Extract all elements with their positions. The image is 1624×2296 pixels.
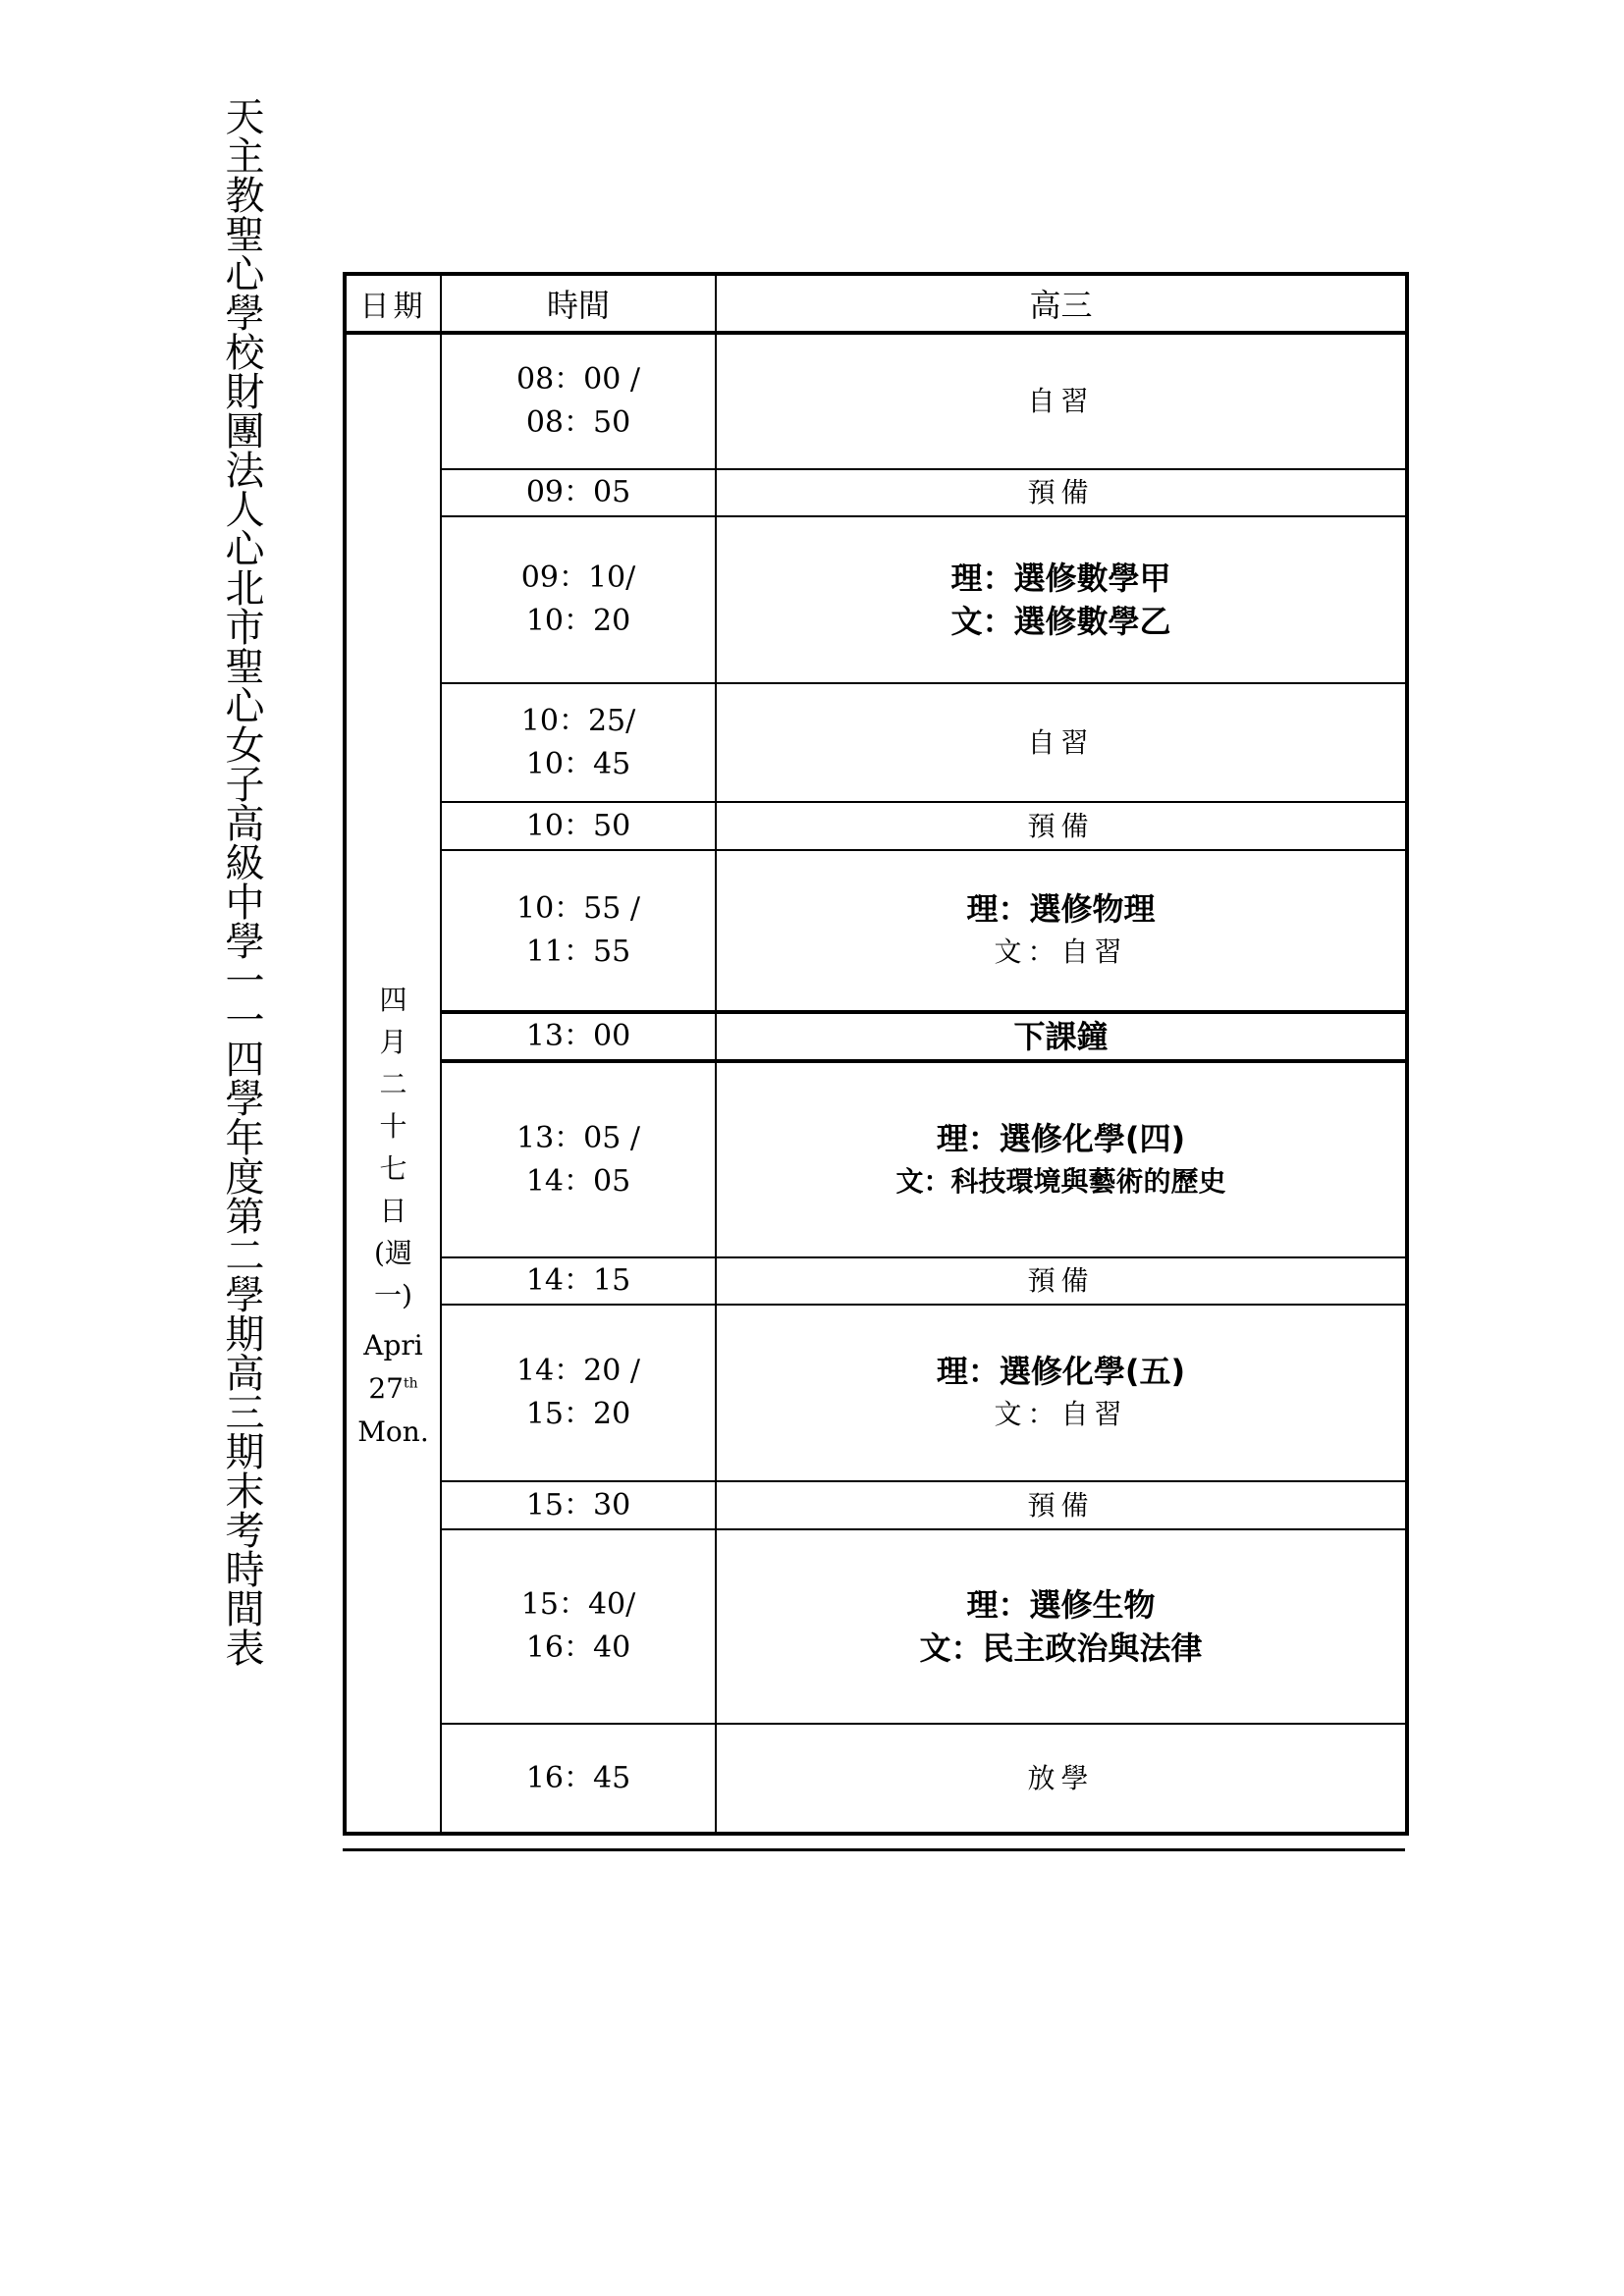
- time-start: 13：05 /: [516, 1120, 640, 1155]
- subject-cell: [716, 683, 1407, 802]
- time-start: 10：55 /: [516, 891, 640, 926]
- header-grade: 高三: [716, 274, 1407, 333]
- subject-cell: [716, 802, 1407, 850]
- table-row: [345, 1305, 1407, 1481]
- document-title: 天主教聖心學校財團法人心北市聖心女子高級中學一一四學年度第二學期高三期末考時間表: [219, 96, 264, 1667]
- subject-cell: [716, 333, 1407, 469]
- date-zh-line: 四: [379, 983, 407, 1016]
- subject-text: 下課鐘: [1013, 1018, 1109, 1055]
- subject-text: 自習: [1027, 385, 1095, 417]
- subject-arts: 文：自習: [994, 1398, 1128, 1430]
- subject-cell: [716, 469, 1407, 516]
- time-start: 09：10/: [520, 561, 636, 595]
- date-en-weekday: Mon.: [357, 1415, 429, 1448]
- table-row: [345, 1724, 1407, 1834]
- table-bottom-rule: [343, 1848, 1405, 1851]
- date-en-month: Apri: [363, 1328, 423, 1362]
- time-cell: [441, 1061, 716, 1257]
- time-end: 10：20: [525, 604, 631, 638]
- subject-arts: 文：科技環境與藝術的歷史: [895, 1164, 1226, 1198]
- subject-cell: [716, 1305, 1407, 1481]
- time-start: 16：45: [525, 1760, 631, 1795]
- subject-text: 預備: [1027, 1264, 1095, 1297]
- header-time: 時間: [441, 274, 716, 333]
- time-cell: [441, 850, 716, 1012]
- subject-science: 理：選修物理: [966, 890, 1156, 928]
- table-row: [345, 1257, 1407, 1305]
- time-cell: [441, 469, 716, 516]
- subject-cell: [716, 1061, 1407, 1257]
- subject-cell: [716, 1529, 1407, 1724]
- subject-text: 預備: [1027, 809, 1095, 842]
- date-zh-line: 七: [379, 1151, 407, 1185]
- table-row: [345, 1061, 1407, 1257]
- subject-arts: 文：民主政治與法律: [919, 1629, 1203, 1667]
- subject-arts: 文：選修數學乙: [950, 603, 1171, 640]
- time-start: 10：25/: [520, 703, 636, 738]
- subject-science: 理：選修數學甲: [950, 560, 1171, 597]
- subject-text: 放學: [1027, 1761, 1095, 1794]
- time-cell: [441, 1012, 716, 1061]
- date-zh-line: 十: [379, 1109, 407, 1143]
- date-en-day-suffix: th: [403, 1375, 418, 1392]
- time-start: 08：00 /: [516, 362, 640, 397]
- time-cell: [441, 516, 716, 683]
- date-zh-line: 日: [379, 1194, 407, 1227]
- date-zh-line: (週: [374, 1236, 412, 1269]
- header-date: 日期: [345, 274, 441, 333]
- table-row: [345, 1529, 1407, 1724]
- subject-cell: [716, 1012, 1407, 1061]
- time-cell: [441, 333, 716, 469]
- time-end: 08：50: [525, 405, 631, 440]
- subject-cell: [716, 516, 1407, 683]
- date-cell: [345, 333, 441, 1834]
- time-cell: [441, 1481, 716, 1529]
- table-row: [345, 1481, 1407, 1529]
- time-cell: [441, 1724, 716, 1834]
- table-row: [345, 802, 1407, 850]
- table-row: [345, 469, 1407, 516]
- time-end: 16：40: [525, 1630, 631, 1665]
- subject-cell: [716, 850, 1407, 1012]
- date-en-day: [347, 1367, 440, 1411]
- time-end: 14：05: [525, 1163, 631, 1199]
- date-zh-line: 月: [379, 1025, 407, 1058]
- time-start: 15：30: [525, 1487, 631, 1522]
- time-start: 09：05: [525, 475, 631, 509]
- time-cell: [441, 683, 716, 802]
- time-cell: [441, 1529, 716, 1724]
- table-row: [345, 683, 1407, 802]
- date-zh-line: 一): [374, 1278, 412, 1311]
- time-end: 11：55: [525, 934, 631, 969]
- subject-cell: [716, 1724, 1407, 1834]
- table-row: [345, 850, 1407, 1012]
- subject-science: 理：選修生物: [966, 1586, 1156, 1624]
- subject-text: 自習: [1027, 725, 1095, 759]
- header-row: [345, 274, 1407, 333]
- subject-science: 理：選修化學(五): [936, 1353, 1186, 1390]
- time-cell: [441, 802, 716, 850]
- time-end: 15：20: [525, 1397, 631, 1431]
- date-zh-line: 二: [379, 1067, 407, 1100]
- date-en-day-number: 27: [368, 1371, 404, 1405]
- time-start: 15：40/: [520, 1587, 636, 1622]
- table-row: [345, 1012, 1407, 1061]
- time-start: 14：15: [525, 1263, 631, 1298]
- subject-science: 理：選修化學(四): [936, 1119, 1186, 1157]
- exam-schedule-table: [343, 272, 1405, 1836]
- subject-text: 預備: [1027, 1488, 1095, 1522]
- subject-arts: 文：自習: [994, 935, 1128, 968]
- subject-cell: [716, 1481, 1407, 1529]
- time-start: 10：50: [525, 808, 631, 843]
- table-row: [345, 333, 1407, 469]
- time-cell: [441, 1305, 716, 1481]
- table-row: [345, 516, 1407, 683]
- time-start: 14：20 /: [516, 1354, 640, 1388]
- subject-cell: [716, 1257, 1407, 1305]
- subject-text: 預備: [1027, 476, 1095, 508]
- time-cell: [441, 1257, 716, 1305]
- time-start: 13：00: [525, 1019, 631, 1053]
- time-end: 10：45: [525, 746, 631, 781]
